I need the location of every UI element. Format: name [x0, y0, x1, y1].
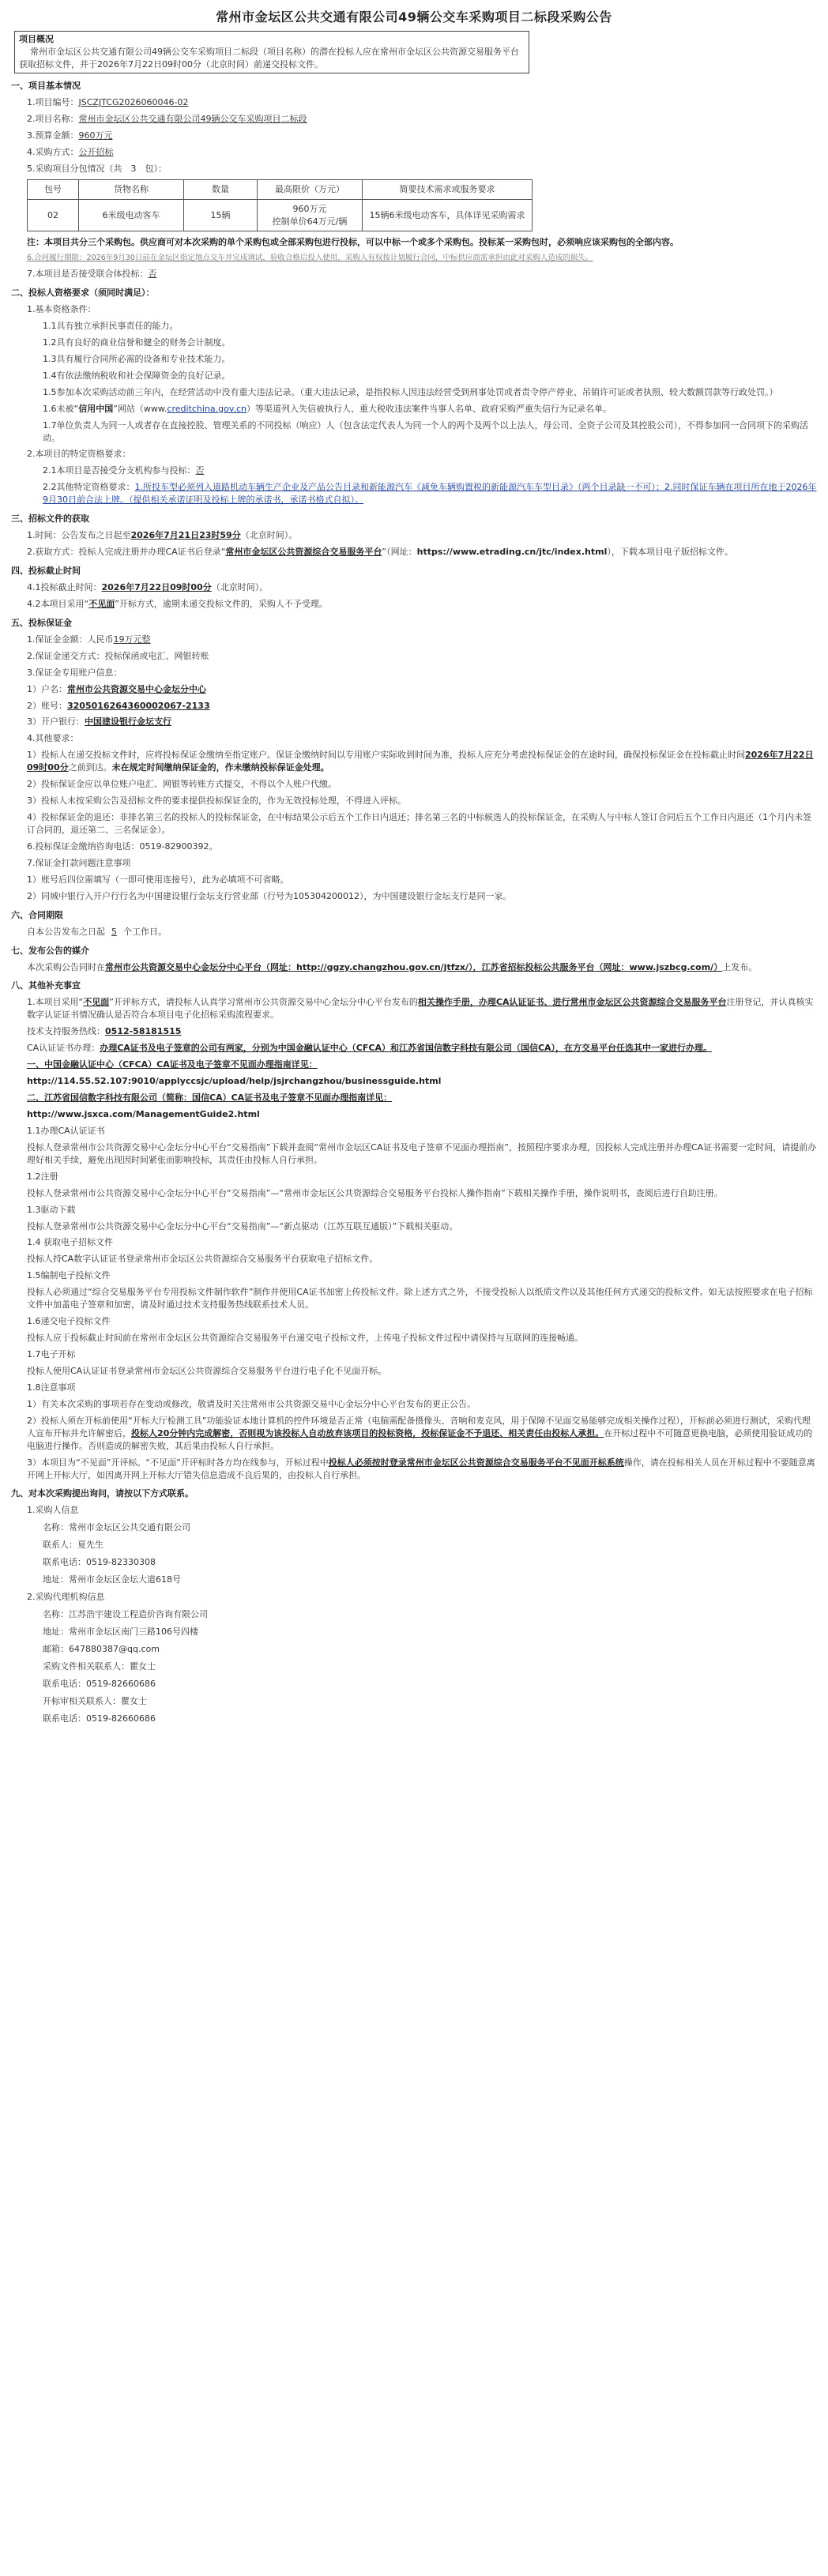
table-row	[28, 199, 533, 231]
qualification-item: 1.3具有履行合同所必需的设备和专业技术能力。	[43, 353, 231, 364]
table-cell: 15辆6米级电动客车，具体详见采购需求	[363, 199, 533, 231]
table-header: 简要技术需求或服务要求	[363, 179, 533, 199]
publish-media: 本次采购公告同时在常州市公共资源交易中心金坛分中心平台（网址：http://ggzy.changzhou.gov.cn/jtfzx/），江苏省招标投标公共服务平台（网址：www.jszbcg.com/）上发布。	[27, 961, 758, 972]
purchaser-address: 地址：常州市金坛区金坛大道618号	[43, 1574, 181, 1585]
qualification-item: 1.5参加本次采购活动前三年内，在经营活动中没有重大违法记录。（重大违法记录，是指投标人因违法经营受到刑事处罚或者责令停产停业、吊销许可证或者执照、较大数额罚款等行政处罚。）	[43, 386, 778, 397]
step-heading: 1.7电子开标	[27, 1349, 76, 1360]
doc-contact: 采购文件相关联系人：瞿女士	[43, 1660, 156, 1672]
gxca-guide-label: 二、江苏省国信数字科技有限公司（简称：国信CA）CA证书及电子签章不见面办理指南详见：	[27, 1092, 393, 1104]
opening-contact: 开标审相关联系人：瞿女士	[43, 1695, 147, 1706]
package-note: 注：本项目共分三个采购包。供应商可对本次采购的单个采购包或全部采购包进行投标，可以中标一个或多个采购包。投标某一采购包时，必须响应该采购包的全部内容。	[27, 237, 679, 248]
doc-obtain-time: 1.时间：公告发布之日起至2026年7月21日23时59分（北京时间）。	[27, 530, 298, 541]
step-heading: 1.3驱动下载	[27, 1204, 76, 1215]
opening-contact-phone: 联系电话：0519-82660686	[43, 1713, 156, 1724]
account-holder: 1）户名：常州市公共资源交易中心金坛分中心	[27, 683, 206, 694]
agency-address: 地址：常州市金坛区南门三路106号四楼	[43, 1626, 198, 1637]
qualification-item: 1.7单位负责人为同一人或者存在直接控股、管理关系的不同投标（响应）人（包含法定代表人为同一个人的两个及两个以上法人，母公司、全资子公司及其控股公司），不得参加同一合同项下的采购活动。	[43, 419, 808, 443]
requirement-item: 3）投标人未按采购公告及招标文件的要求提供投标保证金的，作为无效投标处理，不得进入评标。	[27, 795, 406, 807]
step-heading: 1.4 获取电子招标文件	[27, 1237, 113, 1248]
section-heading: 七、发布公告的媒介	[11, 945, 89, 956]
announcement-period: 自本公告发布之日起 5 个工作日。	[27, 926, 167, 937]
package-info-label: 5.采购项目分包情况（共 3 包）：	[27, 163, 167, 174]
specific-qualification: 2.本项目的特定资格要求：	[27, 449, 131, 460]
deposit-note: 2）同城中银行入开户行行名为中国建设银行金坛支行营业部（行号为105304200012），为中国建设银行金坛支行是同一家。	[27, 890, 512, 901]
etrading-link[interactable]: https://www.etrading.cn/jtc/index.html	[416, 547, 608, 558]
contact-info	[11, 1504, 817, 1724]
step-heading: 1.8注意事项	[27, 1382, 76, 1393]
branch-participation: 2.1本项目是否接受分支机构参与投标：否	[43, 465, 205, 476]
table-header: 数量	[184, 179, 258, 199]
agency-label: 2.采购代理机构信息	[27, 1592, 105, 1603]
account-number: 2）账号：3205016264360002067-2133	[27, 700, 210, 711]
basic-qualification: 1.基本资格条件：	[27, 304, 96, 315]
deposit-hotline: 6.投标保证金缴纳咨询电话：0519-82900392。	[27, 840, 218, 852]
deposit-note: 1）账号后四位需填写（一即可使用连接号），此为必填项不可省略。	[27, 874, 289, 885]
section-heading: 三、招标文件的获取	[11, 513, 89, 525]
other-requirements: 4.其他要求：	[27, 733, 79, 744]
deposit-account-label: 3.保证金专用账户信息：	[27, 667, 122, 678]
step-text: 投标人必须通过“综合交易服务平台专用投标文件制作软件”制作并使用CA证书加密上传投标文件。除上述方式之外，不接受投标人以纸质文件以及其他任何方式递交的投标文件。如无法按照要求在电子招标文件中加盖电子签章和加密，请及时通过技术支持服务热线联系技术人员。	[27, 1287, 813, 1311]
qualification-item: 1.6未被“信用中国”网站（www.creditchina.gov.cn）等渠道列入失信被执行人、重大税收违法案件当事人名单、政府采购严重失信行为记录名单。	[43, 403, 612, 414]
table-header: 包号	[28, 179, 79, 199]
table-cell: 15辆	[184, 199, 258, 231]
consortium-bid: 7.本项目是否接受联合体投标：否	[27, 269, 157, 280]
deposit-method: 2.保证金递交方式：投标保函或电汇、网银转账	[27, 650, 209, 661]
section-heading: 四、投标截止时间	[11, 566, 81, 577]
overview-heading: 项目概况	[19, 34, 54, 45]
step-text: 投标人应于投标截止时间前在常州市金坛区公共资源综合交易服务平台递交电子投标文件，上传电子投标文件过程中请保持与互联网的连接畅通。	[27, 1333, 583, 1344]
package-table	[27, 179, 533, 232]
page-title: 常州市金坛区公共交通有限公司49辆公交车采购项目二标段采购公告	[216, 9, 612, 24]
agency-name: 名称：江苏浩宇建设工程造价咨询有限公司	[43, 1609, 208, 1620]
creditchina-link[interactable]: creditchina.gov.cn	[167, 403, 247, 414]
procurement-method: 4.采购方式：公开招标	[27, 146, 114, 157]
step-heading: 1.6递交电子投标文件	[27, 1316, 111, 1327]
other-qualification: 2.2其他特定资格要求：1.所投车型必须列入道路机动车辆生产企业及产品公告目录和新能源汽车《减免车辆购置税的新能源汽车车型目录》（两个目录缺一不可）；2.同时保证车辆在项目所在地于2026年9月30日前合法上牌。（提供相关承诺证明及投标上牌的承诺书，承诺书格式自拟）。	[43, 482, 817, 506]
table-cell: 02	[28, 199, 79, 231]
step-text: 1）有关本次采购的事项若存在变动或修改，敬请及时关注常州市公共资源交易中心金坛分中心平台发布的更正公告。	[27, 1398, 476, 1409]
qualification-item: 1.1具有独立承担民事责任的能力。	[43, 320, 179, 331]
step-text: 3）本项目为“不见面”开评标。“不见面”开评标时各方均在线参与，开标过程中投标人必须按时登录常州市金坛区公共资源综合交易服务平台不见面开标系统操作，请在投标相关人员在开标过程中不要随意离开网上开标大厅，如因离开网上开标大厅错失信息造成不良后果的，由投标人自行承担。	[27, 1457, 815, 1480]
overview-text: 常州市金坛区公共交通有限公司49辆公交车采购项目二标段（项目名称）的潜在投标人应在常州市金坛区公共资源交易服务平台获取招标文件，并于2026年7月22日09时00分（北京时间）前递交投标文件。	[19, 47, 519, 70]
purchaser-name: 名称：常州市金坛区公共交通有限公司	[43, 1522, 190, 1533]
step-heading: 1.5编制电子投标文件	[27, 1270, 111, 1281]
project-number: 1.项目编号：JSCZJTCG2026060046-02	[27, 96, 189, 107]
doc-contact-phone: 联系电话：0519-82660686	[43, 1678, 156, 1689]
section-heading: 五、投标保证金	[11, 617, 72, 628]
bid-deadline: 4.1投标截止时间：2026年7月22日09时00分（北京时间）。	[27, 581, 269, 592]
table-cell: 6米级电动客车	[79, 199, 184, 231]
deposit-notes-label: 7.保证金打款问题注意事项	[27, 857, 131, 868]
section-heading: 九、对本次采购提出询问，请按以下方式联系。	[11, 1488, 194, 1499]
contract-period: 6.合同履行期限：2026年9月30日前在金坛区指定地点交车并完成调试，验收合格后投入使用，采购人有权按计划履行合同，中标供应商需承担由此对采购人造成的损失。	[27, 254, 593, 263]
project-name: 2.项目名称：常州市金坛区公共交通有限公司49辆公交车采购项目二标段	[27, 113, 307, 124]
deposit-amount: 1.保证金金额：人民币19万元整	[27, 634, 151, 645]
table-header: 最高限价（万元）	[258, 179, 363, 199]
tech-support-hotline: 技术支持服务热线：0512-58181515	[27, 1026, 182, 1037]
section-heading: 八、其他补充事宜	[11, 980, 81, 991]
table-header: 货物名称	[79, 179, 184, 199]
section-heading: 一、项目基本情况	[11, 81, 81, 91]
ca-certificate-info: CA认证证书办理：办理CA证书及电子签章的公司有两家，分别为中国金融认证中心（CFCA）和江苏省国信数字科技有限公司（国信CA），在方交易平台任选其中一家进行办理。	[27, 1043, 713, 1054]
purchaser-contact: 联系人：夏先生	[43, 1540, 104, 1551]
bid-opening-method: 4.2本项目采用“不见面”开标方式，逾期未递交投标文件的，采购人不予受理。	[27, 598, 328, 609]
step-text: 投标人持CA数字认证证书登录常州市金坛区公共资源综合交易服务平台获取电子招标文件。	[27, 1254, 378, 1265]
table-header-row	[28, 179, 533, 199]
step-heading: 1.1办理CA认证证书	[27, 1125, 105, 1136]
qualification-item: 1.4有依法缴纳税收和社会保障资金的良好记录。	[43, 370, 231, 381]
section-heading: 二、投标人资格要求（须同时满足）：	[11, 288, 155, 299]
requirement-item: 1）投标人在递交投标文件时，应将投标保证金缴纳至指定账户。保证金缴纳时间以专用账户实际收到时间为准，投标人应充分考虑投标保证金的在途时间，确保投标保证金在投标截止时间2026年7月22日09时00分之前到达。未在规定时间缴纳保证金的，作未缴纳投标保证金处理。	[27, 750, 814, 773]
project-overview-box	[14, 31, 529, 73]
account-bank: 3）开户银行：中国建设银行金坛支行	[27, 716, 171, 728]
cfca-guide-link[interactable]: http://114.55.52.107:9010/applyccsjc/upload/help/jsjrchangzhou/businessguide.html	[27, 1076, 442, 1087]
step-text: 投标人登录常州市公共资源交易中心金坛分中心平台“交易指南”—“常州市金坛区公共资源综合交易服务平台投标人操作指南”下载相关操作手册，操作说明书，查阅后进行自助注册。	[27, 1187, 723, 1198]
requirement-item: 2）投标保证金应以单位账户电汇、网银等转账方式提交，不得以个人账户代缴。	[27, 779, 337, 790]
doc-obtain-method: 2.获取方式：投标人完成注册并办理CA证书后登录“常州市金坛区公共资源综合交易服务平台”（网址：https://www.etrading.cn/jtc/index.html），下载本项目电子版招标文件。	[27, 547, 733, 558]
budget-amount: 3.预算金额：960万元	[27, 130, 113, 141]
purchaser-label: 1.采购人信息	[27, 1505, 79, 1516]
section-heading: 六、合同期限	[11, 909, 63, 920]
step-heading: 1.2注册	[27, 1171, 58, 1182]
step-text: 投标人登录常州市公共资源交易中心金坛分中心平台“交易指南”下载并查阅“常州市金坛区CA证书及电子签章不见面办理指南”，按照程序要求办理，因投标人完成注册并办理CA证书需要一定时间，请提前办理好相关手续，避免出现因时间紧张而影响投标，其责任由投标人自行承担。	[27, 1141, 817, 1165]
cfca-guide-label: 一、中国金融认证中心（CFCA）CA证书及电子签章不见面办理指南详见：	[27, 1059, 318, 1070]
gxca-guide-link[interactable]: http://www.jsxca.com/ManagementGuide2.html	[27, 1108, 260, 1119]
purchaser-phone: 联系电话：0519-82330308	[43, 1557, 156, 1568]
table-cell: 960万元 控制单价64万元/辆	[258, 199, 363, 231]
step-text: 投标人使用CA认证证书登录常州市金坛区公共资源综合交易服务平台进行电子化不见面开标。	[27, 1365, 387, 1376]
remote-bid-notice: 1.本项目采用“不见面”开评标方式，请投标人认真学习常州市公共资源交易中心金坛分中心平台发布的相关操作手册，办理CA认证证书、进行常州市金坛区公共资源综合交易服务平台注册登记，并认真核实数字认证证书情况确认是否符合本项目电子化招标采购流程要求。	[27, 997, 814, 1021]
qualification-item: 1.2具有良好的商业信誉和健全的财务会计制度。	[43, 337, 231, 348]
step-text: 2）投标人须在开标前使用“开标大厅检测工具”功能验证本地计算机的控件环境是否正常（电脑需配备摄像头、音响和麦克风，用于保障不见面交易能够完成相关操作过程），开标前必须进行测试，采购代理人宣布开标并允许解密后，投标人20分钟内完成解密，否则视为该投标人自动放弃该项目的投标资格，投标保证金不予退还、相关责任由投标人承担。在开标过程中不可随意更换电脑，必须使用验证成功的电脑进行操作。否则造成的解密失败，其后果由投标人自行承担。	[27, 1415, 813, 1451]
step-text: 投标人登录常州市公共资源交易中心金坛分中心平台“交易指南”—“新点驱动（江苏互联互通版）”下载相关驱动。	[27, 1220, 458, 1232]
agency-email: 邮箱：647880387@qq.com	[43, 1643, 160, 1654]
requirement-item: 4）投标保证金的退还：非排名第三名的投标人的投标保证金，在中标结果公示后五个工作日内退还；排名第三名的中标候选人的投标保证金，在采购人与中标人签订合同后五个工作日内退还（1个月内未签订合同的，退还第二、三名保证金）。	[27, 812, 811, 836]
